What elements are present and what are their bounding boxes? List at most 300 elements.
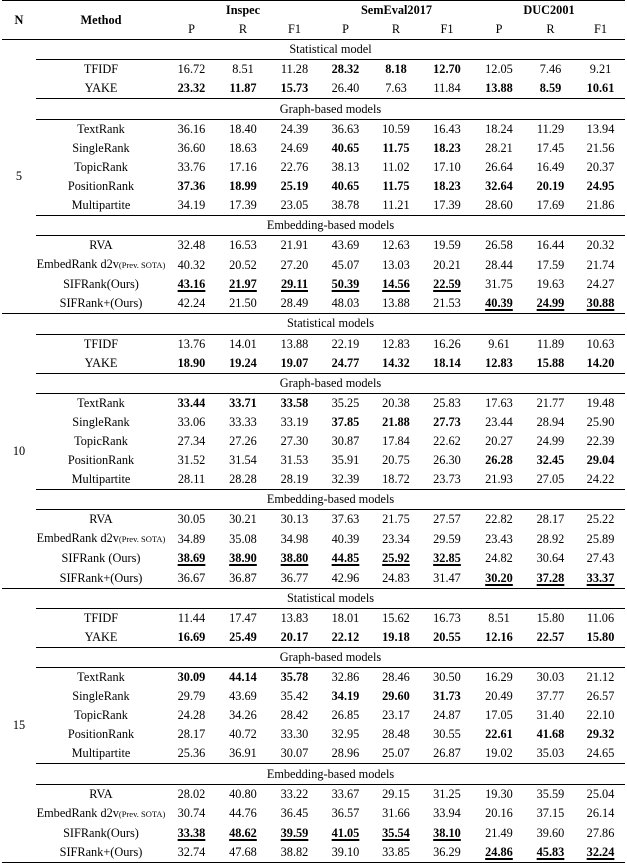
metric-value bbox=[166, 784, 217, 804]
metric-value-text: 35.03 bbox=[536, 746, 565, 761]
method-label: TFIDF bbox=[83, 62, 119, 77]
metric-value-text: 34.19 bbox=[177, 197, 206, 212]
metric-value bbox=[421, 725, 473, 744]
metric-value-text: 32.95 bbox=[331, 727, 360, 742]
metric-value bbox=[473, 569, 525, 589]
metric-value bbox=[525, 569, 576, 589]
group-title: Statistical models bbox=[36, 314, 625, 334]
metric-value-text: 30.21 bbox=[229, 512, 257, 527]
metric-value-text: 27.34 bbox=[177, 434, 206, 449]
method-label: SingleRank bbox=[72, 414, 130, 429]
metric-value bbox=[320, 687, 371, 706]
metric-value bbox=[371, 354, 421, 374]
method-name bbox=[36, 139, 166, 158]
metric-value-text: 22.76 bbox=[280, 159, 309, 174]
metric-value bbox=[576, 393, 625, 413]
method-name bbox=[36, 744, 166, 764]
metric-value bbox=[525, 470, 576, 490]
metric-value-text: 27.20 bbox=[280, 257, 309, 272]
metric-value-text: 38.80 bbox=[280, 551, 309, 566]
metric-value-text: 23.05 bbox=[280, 197, 309, 212]
metric-value bbox=[269, 354, 320, 374]
metric-value-text: 21.93 bbox=[485, 472, 513, 487]
metric-value-text: 32.86 bbox=[331, 670, 360, 685]
metric-value-text: 30.13 bbox=[280, 512, 309, 527]
metric-value-text: 10.59 bbox=[382, 121, 410, 136]
metric-value bbox=[320, 470, 371, 490]
metric-value-text: 17.39 bbox=[229, 197, 257, 212]
metric-value bbox=[473, 687, 525, 706]
metric-value bbox=[320, 413, 371, 432]
metric-value bbox=[320, 334, 371, 354]
metric-value bbox=[217, 236, 269, 256]
metric-value-text: 35.25 bbox=[331, 395, 360, 410]
metric-value bbox=[269, 196, 320, 216]
metric-value-text: 19.59 bbox=[433, 238, 461, 253]
metric-value-text: 42.24 bbox=[177, 296, 206, 311]
metric-value-text: 15.80 bbox=[586, 629, 615, 644]
metric-value-text: 24.99 bbox=[536, 434, 565, 449]
metric-value bbox=[217, 119, 269, 139]
metric-value bbox=[576, 196, 625, 216]
metric-value-text: 11.28 bbox=[280, 62, 309, 77]
metric-value bbox=[269, 843, 320, 863]
group-title: Graph-based models bbox=[36, 99, 625, 119]
table-row bbox=[2, 158, 625, 177]
metric-value-text: 25.07 bbox=[382, 746, 410, 761]
metric-value-text: 31.40 bbox=[536, 708, 565, 723]
metric-value bbox=[269, 236, 320, 256]
metric-value-text: 37.15 bbox=[536, 806, 565, 821]
metric-value-text: 32.85 bbox=[433, 551, 461, 566]
metric-value bbox=[320, 354, 371, 374]
metric-value-text: 36.91 bbox=[229, 746, 257, 761]
metric-value bbox=[320, 510, 371, 530]
table-row bbox=[2, 432, 625, 451]
metric-value bbox=[371, 725, 421, 744]
metric-value bbox=[217, 668, 269, 688]
metric-value-text: 25.83 bbox=[433, 395, 461, 410]
metric-value bbox=[421, 549, 473, 568]
metric-value bbox=[473, 432, 525, 451]
metric-value bbox=[320, 668, 371, 688]
metric-value bbox=[166, 393, 217, 413]
metric-value-text: 23.73 bbox=[433, 472, 461, 487]
metric-value-text: 30.64 bbox=[536, 551, 565, 566]
metric-value bbox=[269, 784, 320, 804]
metric-value-text: 23.34 bbox=[382, 531, 410, 546]
metric-value bbox=[473, 451, 525, 470]
metric-value bbox=[525, 354, 576, 374]
metric-value bbox=[166, 177, 217, 196]
group-title: Statistical models bbox=[36, 588, 625, 608]
metric-value-text: 30.09 bbox=[177, 670, 206, 685]
metric-value-text: 26.57 bbox=[586, 689, 615, 704]
group-title-row bbox=[2, 373, 625, 393]
metric-value-text: 37.36 bbox=[177, 178, 206, 193]
metric-value bbox=[269, 294, 320, 314]
metric-value-text: 28.42 bbox=[280, 708, 309, 723]
metric-value bbox=[421, 843, 473, 863]
metric-value-text: 9.21 bbox=[589, 62, 612, 77]
metric-value bbox=[421, 119, 473, 139]
metric-value bbox=[525, 334, 576, 354]
metric-value-text: 36.16 bbox=[177, 121, 206, 136]
metric-value bbox=[166, 608, 217, 628]
metric-value-text: 32.39 bbox=[331, 472, 360, 487]
metric-value bbox=[576, 668, 625, 688]
metric-value bbox=[473, 804, 525, 824]
header-metric: F1 bbox=[576, 20, 625, 40]
metric-value-text: 28.60 bbox=[485, 197, 513, 212]
metric-value-text: 16.53 bbox=[229, 238, 257, 253]
metric-value bbox=[576, 687, 625, 706]
method-label: TFIDF bbox=[83, 336, 119, 351]
method-name bbox=[36, 529, 166, 549]
metric-value-text: 24.69 bbox=[280, 140, 309, 155]
metric-value-text: 18.23 bbox=[433, 140, 461, 155]
metric-value-text: 16.72 bbox=[177, 62, 206, 77]
method-label: SIFRank(Ours) bbox=[63, 277, 139, 292]
metric-value bbox=[576, 79, 625, 99]
metric-value bbox=[166, 334, 217, 354]
metric-value-text: 14.20 bbox=[586, 355, 615, 370]
metric-value-text: 19.07 bbox=[280, 355, 309, 370]
metric-value bbox=[320, 824, 371, 843]
metric-value bbox=[269, 119, 320, 139]
metric-value-text: 29.79 bbox=[177, 689, 206, 704]
metric-value bbox=[166, 432, 217, 451]
metric-value-text: 16.44 bbox=[536, 238, 565, 253]
metric-value-text: 31.53 bbox=[280, 453, 309, 468]
metric-value bbox=[217, 529, 269, 549]
metric-value bbox=[217, 294, 269, 314]
metric-value-text: 36.63 bbox=[331, 121, 360, 136]
metric-value-text: 14.56 bbox=[382, 277, 410, 292]
method-label: Multipartite bbox=[71, 746, 131, 761]
metric-value-text: 22.61 bbox=[485, 727, 513, 742]
method-subscript: (Prev. SOTA) bbox=[118, 534, 166, 545]
metric-value bbox=[473, 255, 525, 275]
metric-value-text: 40.39 bbox=[331, 531, 360, 546]
metric-value-text: 43.69 bbox=[331, 238, 360, 253]
metric-value-text: 16.73 bbox=[433, 610, 461, 625]
metric-value-text: 28.19 bbox=[280, 472, 309, 487]
metric-value-text: 17.39 bbox=[433, 197, 461, 212]
method-label: YAKE bbox=[84, 629, 118, 644]
metric-value bbox=[166, 529, 217, 549]
metric-value-text: 12.05 bbox=[485, 62, 513, 77]
method-label: YAKE bbox=[84, 81, 118, 96]
header-metric: R bbox=[525, 20, 576, 40]
metric-value bbox=[217, 470, 269, 490]
metric-value-text: 28.44 bbox=[485, 257, 513, 272]
metric-value-text: 17.47 bbox=[229, 610, 257, 625]
metric-value bbox=[576, 706, 625, 725]
metric-value-text: 11.87 bbox=[229, 81, 257, 96]
metric-value-text: 20.27 bbox=[485, 434, 513, 449]
metric-value bbox=[421, 275, 473, 294]
metric-value bbox=[371, 470, 421, 490]
method-name bbox=[36, 843, 166, 863]
metric-value-text: 21.12 bbox=[586, 670, 615, 685]
metric-value bbox=[217, 334, 269, 354]
metric-value-text: 27.57 bbox=[433, 512, 461, 527]
metric-value bbox=[576, 569, 625, 589]
metric-value-text: 29.11 bbox=[281, 277, 308, 292]
metric-value-text: 36.87 bbox=[229, 570, 257, 585]
table-row bbox=[2, 451, 625, 470]
metric-value bbox=[371, 529, 421, 549]
metric-value-text: 48.03 bbox=[331, 296, 360, 311]
method-label: TFIDF bbox=[83, 610, 119, 625]
method-name bbox=[36, 196, 166, 216]
metric-value-text: 33.85 bbox=[382, 844, 410, 859]
metric-value-text: 11.84 bbox=[433, 81, 461, 96]
metric-value bbox=[525, 843, 576, 863]
metric-value bbox=[421, 236, 473, 256]
metric-value bbox=[371, 706, 421, 725]
group-title-row bbox=[2, 764, 625, 784]
metric-value-text: 11.29 bbox=[536, 121, 565, 136]
metric-value-text: 30.50 bbox=[433, 670, 461, 685]
metric-value-text: 20.32 bbox=[586, 238, 615, 253]
metric-value-text: 29.32 bbox=[586, 727, 615, 742]
metric-value bbox=[525, 529, 576, 549]
metric-value bbox=[269, 60, 320, 80]
metric-value bbox=[166, 668, 217, 688]
table-row bbox=[2, 119, 625, 139]
method-name bbox=[36, 804, 166, 824]
metric-value-text: 18.23 bbox=[433, 178, 461, 193]
metric-value bbox=[473, 784, 525, 804]
method-name bbox=[36, 158, 166, 177]
method-label: SIFRank(Ours) bbox=[63, 825, 139, 840]
metric-value-text: 24.99 bbox=[536, 296, 565, 311]
method-label: SingleRank bbox=[72, 140, 130, 155]
method-name bbox=[36, 510, 166, 530]
metric-value-text: 17.45 bbox=[536, 140, 565, 155]
metric-value-text: 43.69 bbox=[229, 689, 257, 704]
metric-value bbox=[371, 158, 421, 177]
header-n: N bbox=[2, 1, 36, 40]
metric-value bbox=[371, 549, 421, 568]
metric-value bbox=[371, 843, 421, 863]
metric-value-text: 20.19 bbox=[536, 178, 565, 193]
metric-value bbox=[371, 119, 421, 139]
metric-value-text: 33.94 bbox=[433, 806, 461, 821]
metric-value-text: 28.49 bbox=[280, 296, 309, 311]
metric-value-text: 13.76 bbox=[177, 336, 206, 351]
metric-value-text: 22.39 bbox=[586, 434, 615, 449]
metric-value bbox=[473, 529, 525, 549]
table-row bbox=[2, 60, 625, 80]
method-name bbox=[36, 79, 166, 99]
metric-value bbox=[371, 510, 421, 530]
header-metric: R bbox=[217, 20, 269, 40]
metric-value-text: 8.18 bbox=[385, 62, 407, 77]
metric-value-text: 36.57 bbox=[331, 806, 360, 821]
method-name bbox=[36, 549, 166, 568]
table-row bbox=[2, 804, 625, 824]
metric-value bbox=[525, 196, 576, 216]
metric-value bbox=[525, 668, 576, 688]
metric-value bbox=[371, 275, 421, 294]
method-label: Multipartite bbox=[71, 472, 131, 487]
metric-value-text: 22.12 bbox=[331, 629, 360, 644]
metric-value-text: 28.94 bbox=[536, 414, 565, 429]
metric-value bbox=[269, 804, 320, 824]
metric-value bbox=[269, 451, 320, 470]
method-label: TextRank bbox=[77, 121, 125, 136]
metric-value-text: 22.62 bbox=[433, 434, 461, 449]
metric-value bbox=[320, 139, 371, 158]
header-metric: F1 bbox=[421, 20, 473, 40]
header-metric: F1 bbox=[269, 20, 320, 40]
metric-value-text: 27.43 bbox=[586, 551, 615, 566]
metric-value-text: 34.19 bbox=[331, 689, 360, 704]
metric-value-text: 19.63 bbox=[536, 277, 565, 292]
metric-value bbox=[525, 275, 576, 294]
method-label: TopicRank bbox=[74, 159, 128, 174]
metric-value bbox=[320, 608, 371, 628]
metric-value-text: 33.30 bbox=[280, 727, 309, 742]
metric-value-text: 31.47 bbox=[433, 570, 461, 585]
table-row bbox=[2, 687, 625, 706]
metric-value-text: 15.73 bbox=[280, 81, 309, 96]
metric-value-text: 30.87 bbox=[331, 434, 360, 449]
metric-value-text: 24.22 bbox=[586, 472, 615, 487]
metric-value bbox=[421, 687, 473, 706]
metric-value bbox=[576, 549, 625, 568]
metric-value-text: 23.43 bbox=[485, 531, 513, 546]
metric-value-text: 25.49 bbox=[229, 629, 257, 644]
metric-value-text: 35.42 bbox=[280, 689, 309, 704]
metric-value-text: 34.89 bbox=[177, 531, 206, 546]
metric-value bbox=[421, 177, 473, 196]
metric-value-text: 25.89 bbox=[586, 531, 615, 546]
metric-value-text: 13.03 bbox=[382, 257, 410, 272]
metric-value bbox=[269, 668, 320, 688]
metric-value-text: 40.65 bbox=[331, 178, 360, 193]
metric-value bbox=[421, 608, 473, 628]
metric-value bbox=[217, 549, 269, 568]
metric-value-text: 30.55 bbox=[433, 727, 461, 742]
metric-value-text: 26.14 bbox=[586, 806, 615, 821]
group-title: Embedding-based models bbox=[36, 490, 625, 510]
metric-value-text: 18.40 bbox=[229, 121, 257, 136]
method-label: TextRank bbox=[77, 395, 125, 410]
metric-value bbox=[525, 510, 576, 530]
metric-value bbox=[576, 432, 625, 451]
metric-value-text: 40.80 bbox=[229, 786, 257, 801]
metric-value bbox=[320, 529, 371, 549]
metric-value bbox=[217, 393, 269, 413]
metric-value-text: 20.17 bbox=[280, 629, 309, 644]
metric-value bbox=[473, 294, 525, 314]
metric-value bbox=[421, 255, 473, 275]
metric-value-text: 10.61 bbox=[586, 81, 615, 96]
header-row-datasets bbox=[2, 1, 625, 21]
metric-value bbox=[421, 158, 473, 177]
method-name bbox=[36, 784, 166, 804]
metric-value-text: 33.37 bbox=[586, 570, 615, 585]
method-name bbox=[36, 824, 166, 843]
metric-value bbox=[525, 236, 576, 256]
metric-value bbox=[525, 413, 576, 432]
header-metric: P bbox=[320, 20, 371, 40]
table-row bbox=[2, 294, 625, 314]
header-dataset-inspec: Inspec bbox=[166, 1, 320, 21]
table-row bbox=[2, 725, 625, 744]
method-label: TextRank bbox=[77, 670, 125, 685]
metric-value bbox=[166, 569, 217, 589]
metric-value-text: 20.55 bbox=[433, 629, 461, 644]
metric-value-text: 33.76 bbox=[177, 159, 206, 174]
metric-value-text: 9.61 bbox=[488, 336, 510, 351]
metric-value bbox=[166, 354, 217, 374]
metric-value bbox=[525, 804, 576, 824]
metric-value bbox=[217, 354, 269, 374]
metric-value bbox=[269, 569, 320, 589]
metric-value bbox=[217, 413, 269, 432]
method-name bbox=[36, 470, 166, 490]
metric-value bbox=[576, 139, 625, 158]
metric-value-text: 16.29 bbox=[485, 670, 513, 685]
metric-value bbox=[525, 139, 576, 158]
metric-value bbox=[473, 608, 525, 628]
metric-value-text: 48.62 bbox=[229, 825, 257, 840]
metric-value bbox=[269, 275, 320, 294]
method-label: SIFRank (Ours) bbox=[61, 551, 141, 566]
metric-value-text: 45.07 bbox=[331, 257, 360, 272]
metric-value-text: 25.36 bbox=[177, 746, 206, 761]
metric-value-text: 20.21 bbox=[433, 257, 461, 272]
metric-value-text: 36.77 bbox=[280, 570, 309, 585]
metric-value-text: 21.88 bbox=[382, 414, 410, 429]
metric-value-text: 20.52 bbox=[229, 257, 257, 272]
metric-value-text: 18.24 bbox=[485, 121, 513, 136]
metric-value-text: 12.63 bbox=[382, 238, 410, 253]
metric-value bbox=[166, 804, 217, 824]
metric-value-text: 21.50 bbox=[229, 296, 257, 311]
table-row bbox=[2, 824, 625, 843]
metric-value bbox=[421, 529, 473, 549]
metric-value-text: 24.65 bbox=[586, 746, 615, 761]
method-name bbox=[36, 275, 166, 294]
metric-value bbox=[166, 843, 217, 863]
header-metric: P bbox=[473, 20, 525, 40]
metric-value-text: 8.59 bbox=[539, 81, 562, 96]
table-row bbox=[2, 784, 625, 804]
metric-value-text: 19.02 bbox=[485, 746, 513, 761]
metric-value-text: 33.19 bbox=[280, 414, 309, 429]
metric-value bbox=[269, 608, 320, 628]
metric-value-text: 19.30 bbox=[485, 786, 513, 801]
metric-value bbox=[473, 413, 525, 432]
metric-value-text: 27.30 bbox=[280, 434, 309, 449]
metric-value-text: 24.86 bbox=[485, 844, 513, 859]
results-body bbox=[2, 40, 625, 863]
metric-value bbox=[217, 275, 269, 294]
metric-value bbox=[269, 706, 320, 725]
metric-value bbox=[269, 334, 320, 354]
metric-value bbox=[421, 79, 473, 99]
metric-value-text: 30.20 bbox=[485, 570, 513, 585]
metric-value bbox=[576, 470, 625, 490]
metric-value bbox=[525, 177, 576, 196]
metric-value-text: 33.44 bbox=[177, 395, 206, 410]
